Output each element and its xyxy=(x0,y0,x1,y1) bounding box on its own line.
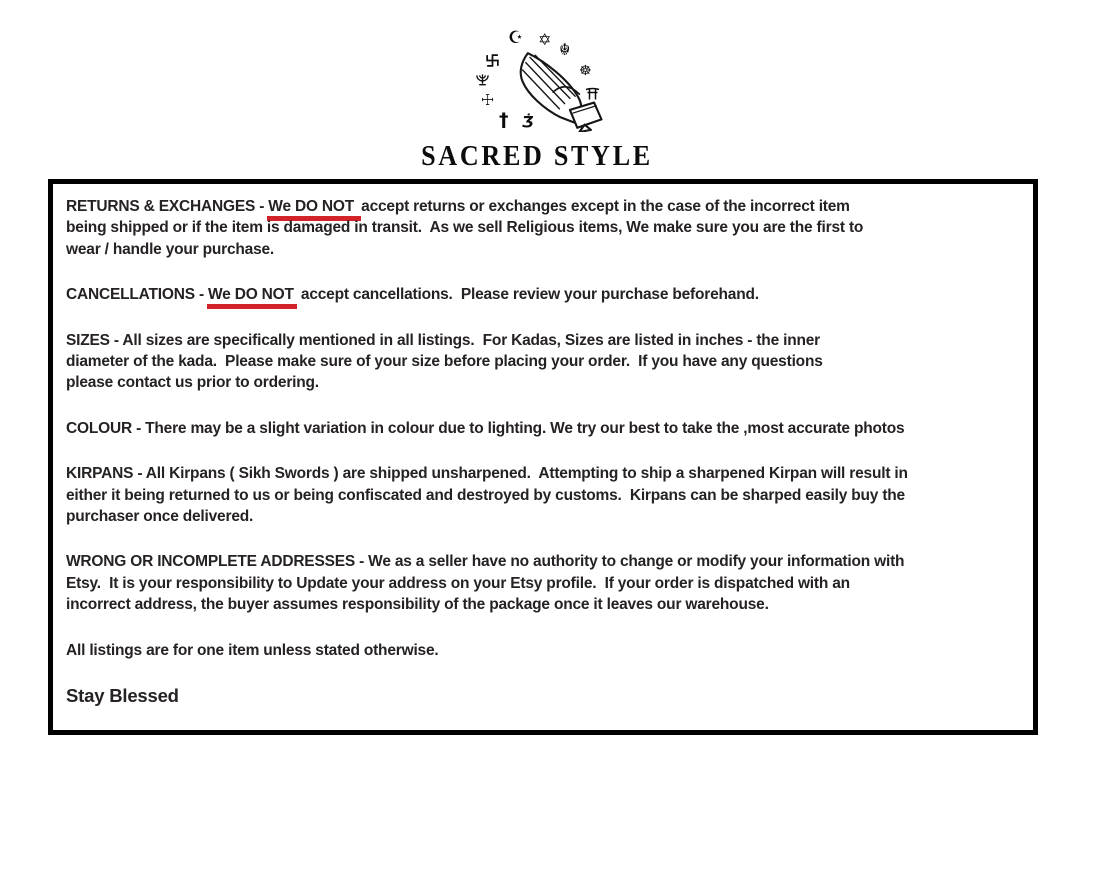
brand-name: SACRED STYLE xyxy=(421,140,653,172)
policy-single-item-note xyxy=(66,640,1023,661)
menorah-icon xyxy=(475,73,490,87)
policy-line: diameter of the kada. Please make sure of your size before placing your order. If you have any questions xyxy=(66,353,823,371)
policy-line: either it being returned to us or being confiscated and destroyed by customs. Kirpans can be sharped easily buy the xyxy=(66,486,905,504)
policy-box xyxy=(48,179,1038,735)
om-icon: Ʒ̇ xyxy=(522,113,534,131)
policy-line: All listings are for one item unless stated otherwise. xyxy=(66,641,439,659)
returns-we-do-not-underlined: We DO NOT xyxy=(267,198,361,221)
praying-hands-emblem xyxy=(407,22,667,140)
policy-line xyxy=(66,196,1023,217)
cancellations-rest: accept cancellations. Please review your purchase beforehand. xyxy=(296,286,759,304)
returns-line1-rest: accept returns or exchanges except in the case of the incorrect item xyxy=(361,198,850,215)
cross-pattee-icon: ☩ xyxy=(481,91,495,109)
policy-returns-exchanges xyxy=(66,196,1023,260)
closing-text: Stay Blessed xyxy=(66,685,179,707)
star-of-david-icon: ✡ xyxy=(538,30,552,49)
logo xyxy=(407,22,667,172)
policy-sizes xyxy=(66,330,1023,394)
policy-line: being shipped or if the item is damaged in transit. As we sell Religious items, We make sure you are the first to xyxy=(66,219,864,237)
policy-line: incorrect address, the buyer assumes responsibility of the package once it leaves our warehouse. xyxy=(66,596,769,614)
policy-line: SIZES - All sizes are specifically mentioned in all listings. For Kadas, Sizes are listed in inches - the inner xyxy=(66,331,820,349)
latin-cross-icon: † xyxy=(499,109,509,131)
policy-line: KIRPANS - All Kirpans ( Sikh Swords ) are shipped unsharpened. Attempting to ship a sharpened Kirpan will result in xyxy=(66,465,908,483)
policy-cancellations xyxy=(66,284,1023,305)
khanda-icon: ☬ xyxy=(559,40,571,59)
dharma-wheel-icon: ☸ xyxy=(579,63,592,79)
policy-closing xyxy=(66,685,1023,707)
policy-line: please contact us prior to ordering. xyxy=(66,374,319,392)
praying-hands-icon xyxy=(498,50,604,132)
crescent-star-icon: ☪ xyxy=(508,28,524,48)
cancellations-we-do-not-underlined: We DO NOT xyxy=(207,286,297,309)
policy-kirpans xyxy=(66,463,1023,527)
policy-line: WRONG OR INCOMPLETE ADDRESSES - We as a seller have no authority to change or modify your information with xyxy=(66,553,905,571)
policy-line: COLOUR - There may be a slight variation in colour due to lighting. We try our best to take the ,most accurate photos xyxy=(66,419,905,437)
policy-line: wear / handle your purchase. xyxy=(66,240,275,258)
policy-line: Etsy. It is your responsibility to Update your address on your Etsy profile. If your order is dispatched with an xyxy=(66,574,850,592)
cancellations-heading: CANCELLATIONS - xyxy=(66,286,209,304)
policy-line: purchaser once delivered. xyxy=(66,508,254,526)
policy-colour xyxy=(66,418,1023,439)
policy-line xyxy=(66,284,1023,305)
returns-heading: RETURNS & EXCHANGES - xyxy=(66,198,269,215)
policy-wrong-addresses xyxy=(66,551,1023,615)
